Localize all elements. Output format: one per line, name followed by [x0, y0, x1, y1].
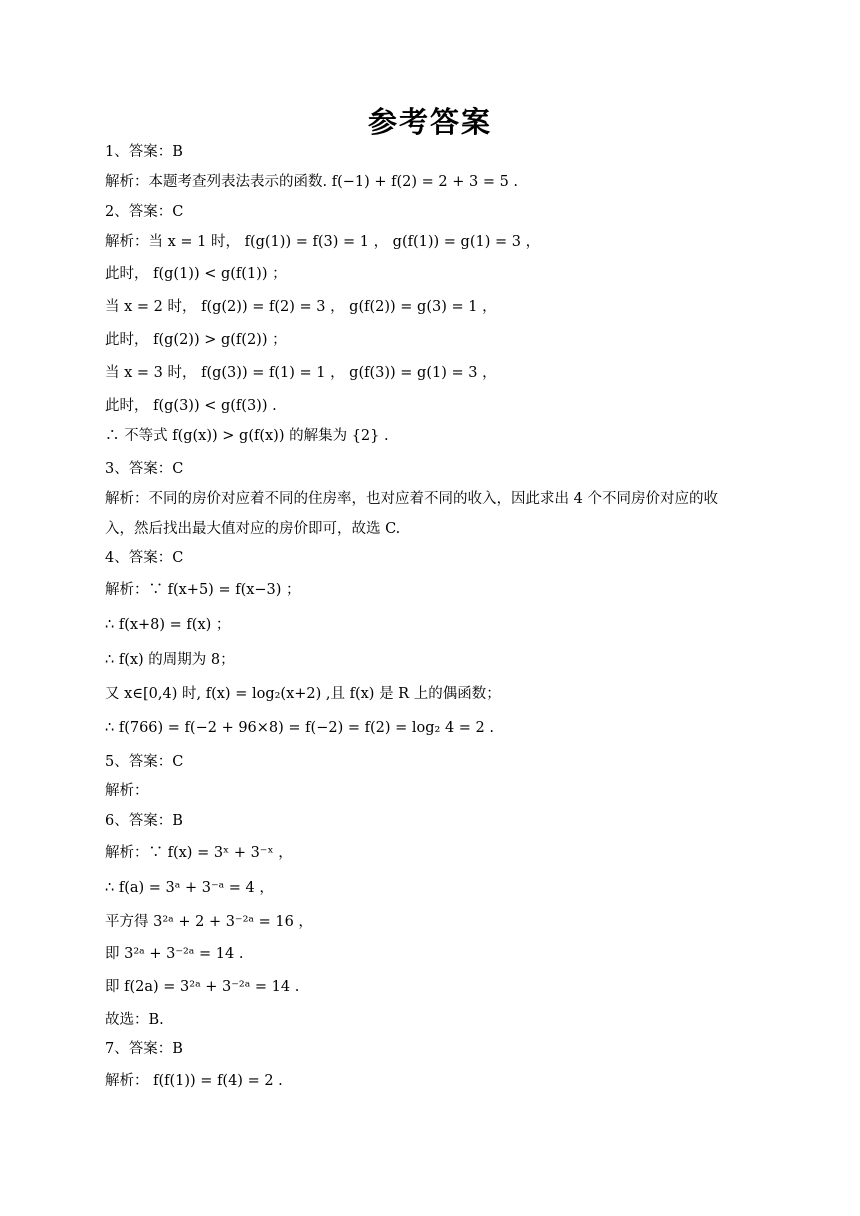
answer-line: 平方得 3²ᵃ + 2 + 3⁻²ᵃ = 16 ， [105, 914, 313, 930]
answer-line: 即 f(2a) = 3²ᵃ + 3⁻²ᵃ = 14 . [105, 979, 300, 995]
answer-line: 1、答案：B [105, 144, 183, 160]
answer-line: 解析：当 x = 1 时， f(g(1)) = f(3) = 1 ， g(f(1)) = g(1) = 3 ， [105, 234, 541, 250]
answer-line: 2、答案：C [105, 204, 184, 220]
answer-line: 解析：∵ f(x+5) = f(x−3) ； [105, 582, 301, 598]
answer-line: ∴ f(x) 的周期为 8； [105, 652, 235, 668]
answer-line: 解析：不同的房价对应着不同的住房率，也对应着不同的收入，因此求出 4 个不同房价对应的收 [105, 491, 718, 507]
answer-line: ∴ 不等式 f(g(x)) > g(f(x)) 的解集为 {2} . [105, 428, 389, 444]
answer-line: 此时， f(g(3)) < g(f(3)) . [105, 398, 277, 414]
answer-line: ∴ f(a) = 3ᵃ + 3⁻ᵃ = 4 ， [105, 880, 274, 896]
answer-line: 当 x = 2 时， f(g(2)) = f(2) = 3 ， g(f(2)) = g(3) = 1 ， [105, 299, 497, 315]
answer-line: 4、答案：C [105, 550, 184, 566]
answer-line: 此时， f(g(1)) < g(f(1)) ； [105, 266, 287, 282]
answer-line: 3、答案：C [105, 461, 184, 477]
answer-line: 入，然后找出最大值对应的房价即可，故选 C. [105, 521, 401, 537]
answer-line: 又 x∈[0,4) 时, f(x) = log₂(x+2) ,且 f(x) 是 R 上的偶函数； [105, 686, 501, 702]
answer-line: 解析：本题考查列表法表示的函数. f(−1) + f(2) = 2 + 3 = 5 . [105, 174, 519, 190]
answer-line: 5、答案：C [105, 754, 184, 770]
answer-line: 当 x = 3 时， f(g(3)) = f(1) = 1 ， g(f(3)) = g(1) = 3 ， [105, 365, 497, 381]
answer-line: 解析：∵ f(x) = 3ˣ + 3⁻ˣ ， [105, 845, 293, 861]
answer-line: 即 3²ᵃ + 3⁻²ᵃ = 14 . [105, 946, 244, 962]
answer-line: ∴ f(x+8) = f(x) ； [105, 617, 231, 633]
answer-line: 6、答案：B [105, 813, 183, 829]
answer-line: 解析： [105, 783, 149, 799]
answer-line: 此时， f(g(2)) > g(f(2)) ； [105, 332, 287, 348]
answer-line: 解析： f(f(1)) = f(4) = 2 . [105, 1073, 283, 1089]
answer-line: 故选：B. [105, 1012, 164, 1028]
page-title: 参考答案 [367, 105, 492, 139]
answer-line: ∴ f(766) = f(−2 + 96×8) = f(−2) = f(2) = log₂ 4 = 2 . [105, 720, 494, 736]
answer-line: 7、答案：B [105, 1041, 183, 1057]
